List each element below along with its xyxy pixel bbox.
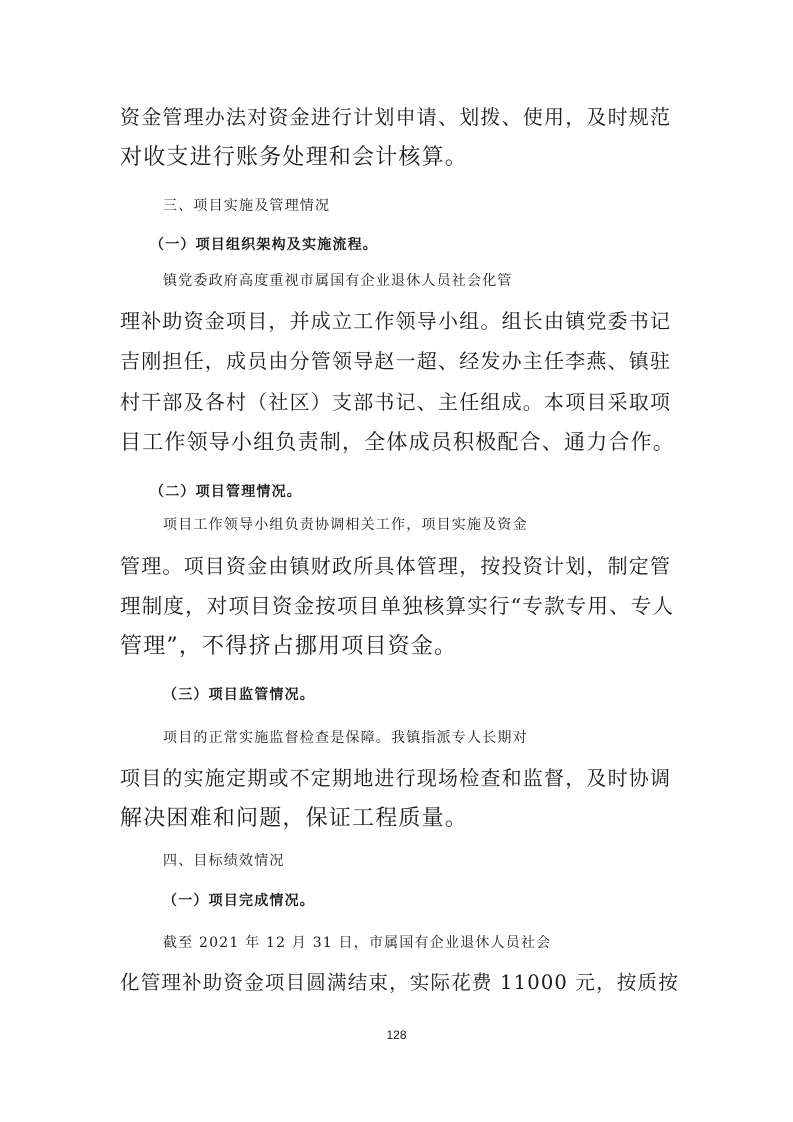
page-number: 128	[386, 1028, 407, 1042]
body-text-line: 吉刚担任，成员由分管领导赵一超、经发办主任李燕、镇驻	[120, 349, 672, 373]
body-text-line: 目工作领导小组负责制，全体成员积极配合、通力合作。	[120, 430, 675, 454]
body-text-line: 管理”，不得挤占挪用项目资金。	[120, 634, 458, 659]
body-text-line: 村干部及各村（社区）支部书记、主任组成。本项目采取项	[120, 390, 672, 414]
section-heading: 三、项目实施及管理情况	[163, 198, 331, 214]
body-text-line: 资金管理办法对资金进行计划申请、划拨、使用，及时规范	[120, 105, 672, 129]
body-text-line: 化管理补助资金项目圆满结束，实际花费 11000 元，按质按	[120, 971, 679, 994]
body-text-line: 截至 2021 年 12 月 31 日，市属国有企业退休人员社会	[163, 935, 552, 951]
body-text-line: 对收支进行账务处理和会计核算。	[120, 145, 469, 170]
subsection-heading: （一）项目组织架构及实施流程。	[150, 237, 378, 253]
subsection-heading: （一）项目完成情况。	[163, 893, 315, 909]
body-text-line: 镇党委政府高度重视市属国有企业退休人员社会化管	[163, 273, 513, 289]
body-text-line: 理补助资金项目，并成立工作领导小组。组长由镇党委书记	[120, 309, 672, 333]
body-text-line: 解决困难和问题，保证工程质量。	[120, 806, 469, 831]
body-text-line: 管理。项目资金由镇财政所具体管理，按投资计划，制定管	[120, 554, 672, 578]
subsection-heading: （三）项目监管情况。	[163, 687, 315, 703]
section-heading: 四、目标绩效情况	[163, 853, 285, 869]
subsection-heading: （二）项目管理情况。	[150, 484, 302, 500]
body-text-line: 项目的正常实施监督检查是保障。我镇指派专人长期对	[163, 730, 528, 746]
body-text-line: 理制度，对项目资金按项目单独核算实行“专款专用、专人	[120, 594, 675, 618]
body-text-line: 项目工作领导小组负责协调相关工作，项目实施及资金	[163, 517, 528, 533]
body-text-line: 项目的实施定期或不定期地进行现场检查和监督，及时协调	[120, 766, 672, 790]
